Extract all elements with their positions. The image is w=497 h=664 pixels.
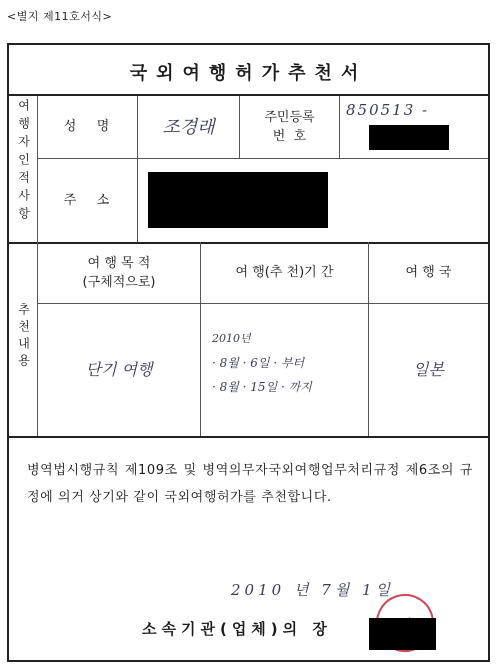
address-label: 주 소	[63, 192, 112, 208]
form-frame	[7, 43, 490, 662]
id-label-column-line	[339, 96, 340, 158]
id-redaction	[369, 125, 449, 150]
id-label-line1: 주민등록	[264, 109, 315, 125]
recommendation-statement: 병역법시행규칙 제109조 및 병역의무자국외여행업무처리규정 제6조의 규정에 의거 상기와 같이 국외여행허가를 추천합니다.	[27, 463, 473, 505]
name-value: 조경래	[162, 116, 215, 138]
form-number-label: <별지 제11호서식>	[7, 10, 113, 23]
applicant-section-text: 여행자인적사항	[16, 99, 31, 225]
id-label	[240, 96, 339, 158]
id-label-line2: 번 호	[272, 129, 307, 144]
country-header: 여 행 국	[405, 265, 452, 281]
purpose-value: 단기 여행	[85, 360, 153, 379]
period-year: 2010년	[212, 332, 251, 345]
issue-date: 2010 년 7월 1일	[231, 581, 395, 599]
period-from: · 8월 · 6일 · 부터	[212, 356, 305, 370]
purpose-header	[38, 243, 200, 303]
recommendation-section-label	[13, 303, 33, 376]
purpose-header-line1: 여 행 목 적	[87, 255, 151, 271]
period-header: 여 행(추 천)기 간	[235, 265, 334, 281]
address-redaction	[148, 172, 328, 228]
recommendation-section-text: 추천내용	[16, 303, 31, 371]
purpose-header-line2: (구체적으로)	[82, 275, 156, 290]
signer-redaction	[369, 618, 436, 650]
name-label: 성 명	[63, 119, 112, 135]
id-value: 850513 -	[346, 101, 430, 119]
period-value	[212, 327, 312, 399]
country-value: 일본	[413, 360, 444, 379]
applicant-section-label	[13, 99, 33, 230]
content-divider	[9, 436, 488, 438]
form-title: 국외여행허가추천서	[129, 63, 368, 84]
period-to: · 8월 · 15일 · 까지	[212, 380, 312, 394]
signer-label: 소속기관(업체)의 장	[142, 620, 332, 638]
